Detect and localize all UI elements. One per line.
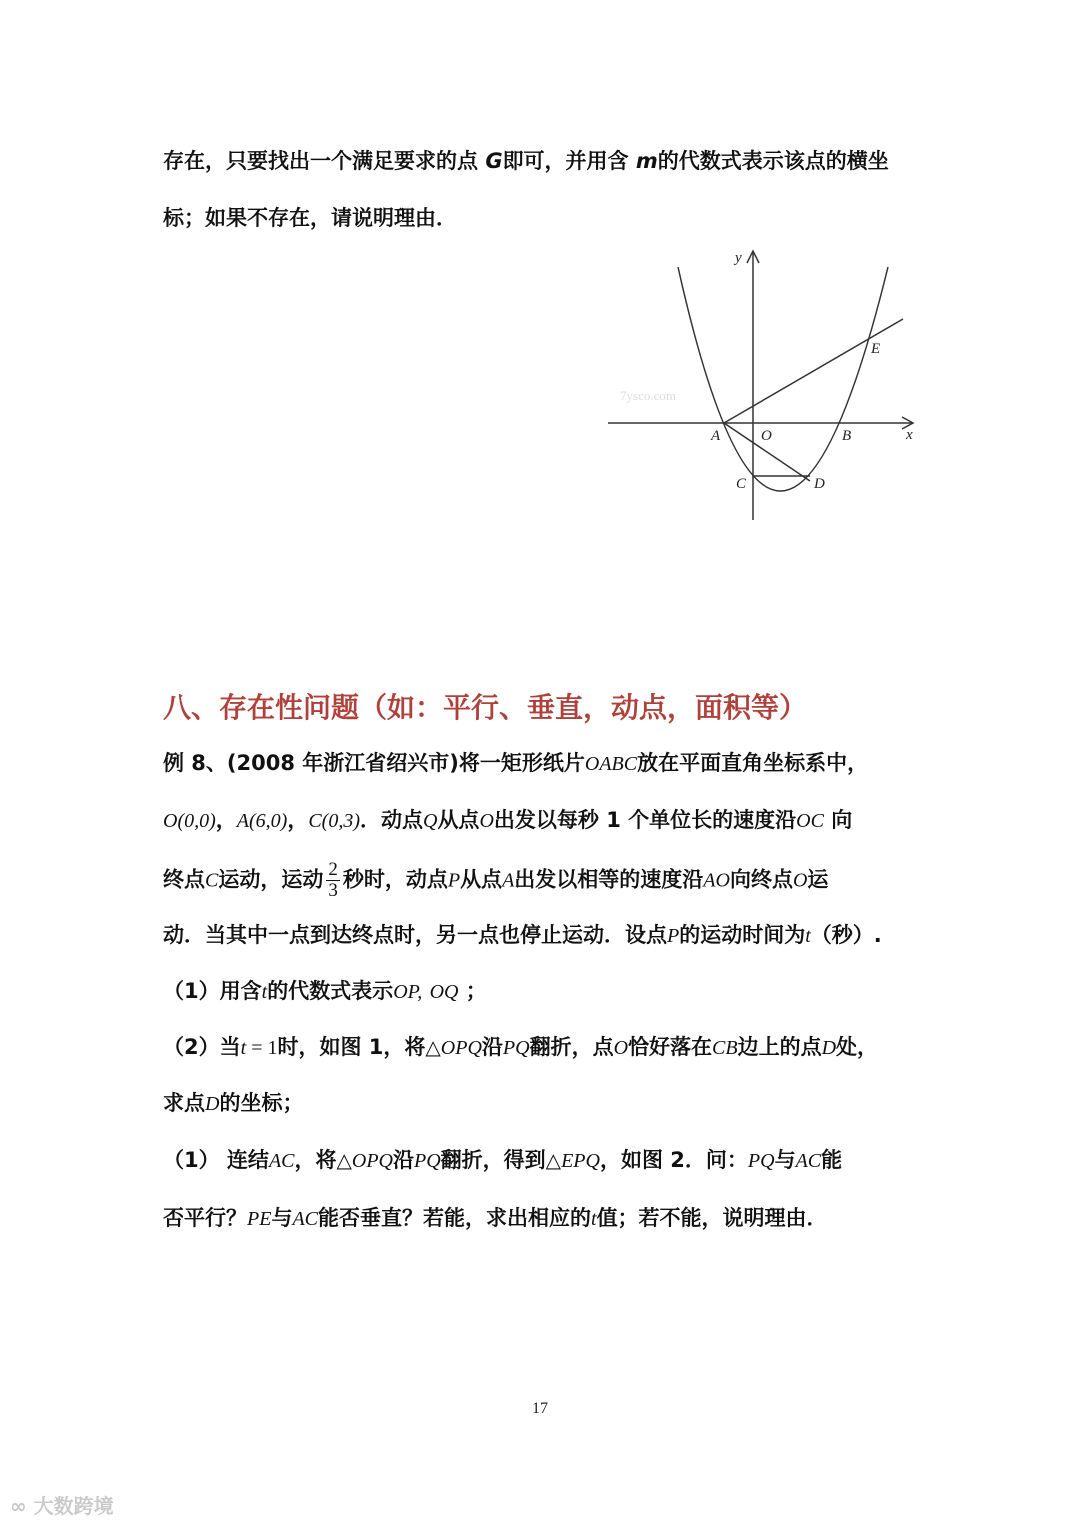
text: 出发以每秒 1 个单位长的速度沿 — [493, 808, 797, 832]
text: 否平行？ — [163, 1206, 247, 1230]
example-line-1 — [163, 748, 868, 779]
math-var: m — [635, 149, 658, 173]
text: （秒）. — [810, 923, 882, 947]
fraction — [326, 860, 340, 901]
text: ．动点 — [359, 808, 423, 832]
parabola-curve — [678, 267, 888, 491]
math-var: EPQ — [561, 1150, 600, 1172]
triangle-symbol: △ — [545, 1150, 562, 1172]
math-var: PQ — [502, 1037, 530, 1059]
watermark-logo-icon: ∞ — [10, 1494, 27, 1518]
text: 沿 — [481, 1035, 503, 1059]
math-var: C — [205, 869, 219, 892]
math-var: AC — [292, 1208, 318, 1230]
text: 恰好落在 — [628, 1035, 713, 1059]
text: 处， — [836, 1035, 879, 1059]
question-3-line-1 — [163, 1145, 842, 1176]
math-var: OABC — [584, 753, 638, 775]
text: 值；若不能，说明理由． — [596, 1206, 828, 1230]
text: 终点 — [163, 867, 205, 892]
triangle-symbol: △ — [425, 1037, 441, 1059]
text: 翻折，点 — [529, 1035, 614, 1059]
text: 运动，运动 — [218, 867, 324, 892]
math-var: D — [821, 1037, 837, 1059]
section-heading: 八、存在性问题（如：平行、垂直，动点，面积等） — [163, 691, 808, 724]
label-y: y — [735, 250, 742, 266]
label-o: O — [761, 428, 772, 444]
math-var: t — [240, 1037, 247, 1059]
math-expr: = 1 — [246, 1037, 278, 1059]
math-var: OQ — [429, 981, 459, 1003]
text: （1） 连结 — [163, 1148, 269, 1172]
intro-line-1 — [163, 146, 889, 176]
question-3-line-2 — [163, 1203, 828, 1234]
text: ； — [465, 979, 487, 1003]
math-var: O — [479, 810, 494, 832]
math-expr: O(0,0) — [163, 810, 216, 832]
text: 时，如图 1，将 — [277, 1035, 426, 1059]
text: 翻折，得到 — [440, 1148, 546, 1172]
text: 能 — [821, 1148, 843, 1172]
label-b: B — [842, 428, 852, 444]
text: ， — [287, 808, 309, 832]
label-x: x — [906, 427, 913, 443]
fraction-numerator: 2 — [328, 859, 338, 880]
text: 的代数式表示该点的横坐 — [657, 149, 889, 173]
math-var: OP, — [393, 981, 423, 1003]
footer-watermark — [10, 1490, 114, 1519]
text: 与 — [774, 1148, 796, 1172]
math-var: G — [485, 149, 503, 173]
math-var: O — [792, 869, 808, 892]
math-var: OC — [796, 810, 824, 832]
text: 能否垂直？若能，求出相应的 — [318, 1206, 591, 1230]
example-line-2 — [163, 805, 852, 836]
math-var: OPQ — [351, 1150, 393, 1172]
question-2-line-2 — [163, 1088, 303, 1119]
math-var: AC — [795, 1150, 822, 1172]
math-var: Q — [422, 810, 438, 832]
example-line-3 — [163, 860, 828, 901]
label-e: E — [871, 341, 881, 357]
math-var: t — [805, 925, 811, 947]
math-var: CB — [712, 1037, 738, 1059]
text: 的坐标； — [219, 1091, 304, 1115]
text: 存在，只要找出一个满足要求的点 — [163, 149, 486, 173]
label-d: D — [814, 476, 825, 492]
text: 向终点 — [729, 867, 793, 892]
math-var: D — [205, 1093, 220, 1115]
label-a: A — [711, 428, 721, 444]
math-var: AO — [703, 869, 730, 892]
text: （1）用含 — [163, 979, 262, 1003]
page-number: 17 — [532, 1400, 548, 1417]
math-var: OPQ — [440, 1037, 482, 1059]
figure-watermark: 7ysco.com — [620, 388, 676, 403]
text: 动．当其中一点到达终点时，另一点也停止运动．设点 — [163, 923, 667, 947]
math-var: P — [667, 925, 680, 947]
text: 秒时，动点 — [342, 867, 448, 892]
math-var: P — [447, 869, 461, 892]
text: 例 8、(2008 年浙江省绍兴市)将一矩形纸片 — [163, 751, 585, 775]
math-var: t — [261, 981, 268, 1003]
text: ，将 — [294, 1148, 337, 1172]
intro-line-2: 标；如果不存在，请说明理由． — [163, 206, 457, 230]
text: 沿 — [393, 1148, 414, 1172]
text: ，如图 2．问： — [599, 1148, 748, 1172]
math-var: PE — [247, 1208, 272, 1230]
math-expr: A(6,0) — [236, 810, 288, 832]
text: 向 — [823, 808, 853, 832]
question-2-line-1 — [163, 1032, 878, 1063]
triangle-symbol: △ — [336, 1150, 352, 1172]
text: 边上的点 — [737, 1035, 822, 1059]
text: （2）当 — [163, 1035, 241, 1059]
math-var: AC — [268, 1150, 295, 1172]
text: 出发以相等的速度沿 — [514, 867, 704, 892]
question-1 — [163, 976, 487, 1007]
math-var: PQ — [747, 1150, 775, 1172]
math-var: t — [591, 1208, 597, 1230]
watermark-text: 大数跨境 — [33, 1494, 114, 1518]
example-line-4 — [163, 920, 882, 951]
text: 放在平面直角坐标系中， — [637, 751, 869, 775]
line-ae — [724, 319, 903, 423]
text: 即可，并用含 — [502, 149, 636, 173]
parabola-figure — [600, 245, 930, 530]
math-var: PQ — [414, 1150, 441, 1172]
math-var: O — [613, 1037, 629, 1059]
math-var: A — [502, 869, 515, 892]
text: 的代数式表示 — [267, 979, 394, 1003]
text: 求点 — [163, 1091, 205, 1115]
text: 从点 — [437, 808, 480, 832]
text: 与 — [271, 1206, 293, 1230]
text: 运 — [807, 867, 829, 892]
text: 的运动时间为 — [679, 923, 806, 947]
text: ， — [215, 808, 237, 832]
fraction-denominator: 3 — [328, 880, 338, 901]
math-expr: C(0,3) — [308, 810, 360, 832]
text: 从点 — [460, 867, 503, 892]
label-c: C — [736, 476, 747, 492]
